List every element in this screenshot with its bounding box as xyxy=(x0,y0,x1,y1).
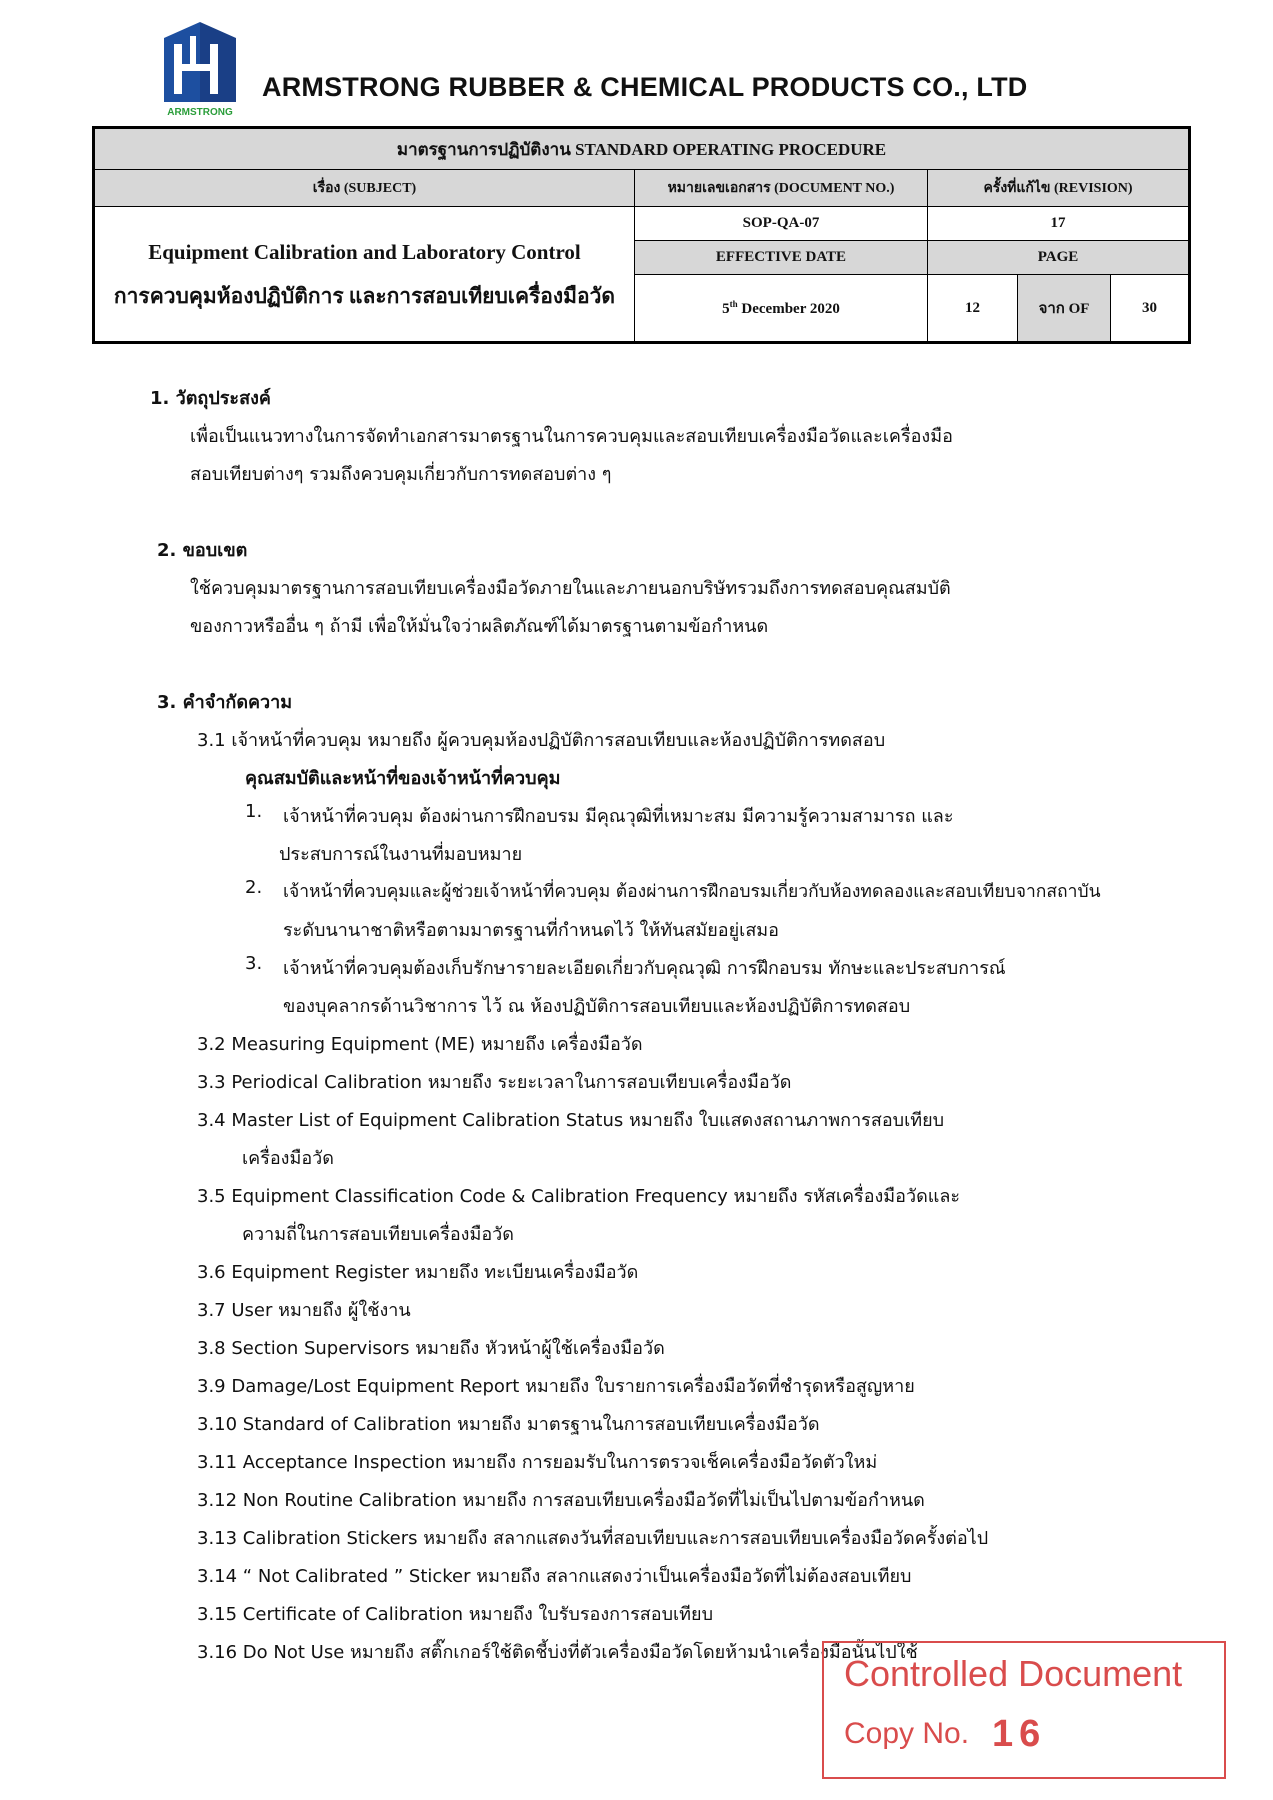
qualification-line: เจ้าหน้าที่ควบคุมและผู้ช่วยเจ้าหน้าที่ควบคุม ต้องผ่านการฝึกอบรมเกี่ยวกับห้องทดลองและสอบเทียบจากสถาบัน xyxy=(283,882,1101,902)
qualification-line: เจ้าหน้าที่ควบคุมต้องเก็บรักษารายละเอียดเกี่ยวกับคุณวุฒิ การฝึกอบรม ทักษะและประสบการณ์ xyxy=(283,958,1006,979)
page-total: 30 xyxy=(1111,275,1190,343)
definition-item: 3.13 Calibration Stickers หมายถึง สลากแสดงวันที่สอบเทียบและการสอบเทียบเครื่องมือวัดครั้งต่อไป xyxy=(197,1528,989,1549)
effective-date-label: EFFECTIVE DATE xyxy=(635,241,928,275)
definition-item: 3.9 Damage/Lost Equipment Report หมายถึง ใบรายการเครื่องมือวัดที่ชำรุดหรือสูญหาย xyxy=(197,1376,915,1397)
qualification-number: 1. xyxy=(245,801,263,822)
document-no-value: SOP-QA-07 xyxy=(635,207,928,241)
effective-date-value: 5th December 2020 xyxy=(635,275,928,343)
qualification-number: 3. xyxy=(245,953,263,974)
definition-item: ความถี่ในการสอบเทียบเครื่องมือวัด xyxy=(242,1224,514,1245)
document-no-label: หมายเลขเอกสาร (DOCUMENT NO.) xyxy=(635,170,928,207)
stamp-title: Controlled Document xyxy=(844,1653,1183,1694)
definition-item: 3.2 Measuring Equipment (ME) หมายถึง เครื่องมือวัด xyxy=(197,1034,643,1055)
section-2-line: ของกาวหรืออื่น ๆ ถ้ามี เพื่อให้มั่นใจว่าผลิตภัณฑ์ได้มาตรฐานตามข้อกำหนด xyxy=(190,616,769,637)
stamp-copy-number: 16 xyxy=(992,1713,1047,1755)
definition-item: 3.5 Equipment Classification Code & Calibration Frequency หมายถึง รหัสเครื่องมือวัดและ xyxy=(197,1186,961,1207)
qualification-line: เจ้าหน้าที่ควบคุม ต้องผ่านการฝึกอบรม มีคุณวุฒิที่เหมาะสม มีความรู้ความสามารถ และ xyxy=(283,806,954,827)
of-label: จาก OF xyxy=(1018,275,1111,343)
section-2-title: 2. ขอบเขต xyxy=(157,540,248,561)
definition-subheading: คุณสมบัติและหน้าที่ของเจ้าหน้าที่ควบคุม xyxy=(245,768,561,789)
definition-item: 3.3 Periodical Calibration หมายถึง ระยะเวลาในการสอบเทียบเครื่องมือวัด xyxy=(197,1072,792,1093)
definition-item: 3.10 Standard of Calibration หมายถึง มาตรฐานในการสอบเทียบเครื่องมือวัด xyxy=(197,1414,820,1435)
definition-item: 3.7 User หมายถึง ผู้ใช้งาน xyxy=(197,1300,411,1321)
revision-value: 17 xyxy=(928,207,1190,241)
logo-text: ARMSTRONG xyxy=(167,107,233,118)
definition-item: 3.1 เจ้าหน้าที่ควบคุม หมายถึง ผู้ควบคุมห้องปฏิบัติการสอบเทียบและห้องปฏิบัติการทดสอบ xyxy=(197,730,886,751)
qualification-number: 2. xyxy=(245,877,263,898)
section-2-line: ใช้ควบคุมมาตรฐานการสอบเทียบเครื่องมือวัดภายในและภายนอกบริษัทรวมถึงการทดสอบคุณสมบัติ xyxy=(190,578,951,599)
subject-th: การควบคุมห้องปฏิบัติการ และการสอบเทียบเครื่องมือวัด xyxy=(113,284,616,308)
controlled-document-stamp xyxy=(822,1641,1226,1779)
section-1-line: สอบเทียบต่างๆ รวมถึงควบคุมเกี่ยวกับการทดสอบต่าง ๆ xyxy=(190,464,612,485)
page-number: 12 xyxy=(928,275,1018,343)
sop-title: มาตรฐานการปฏิบัติงาน STANDARD OPERATING PROCEDURE xyxy=(94,128,1190,170)
definition-item: 3.15 Certificate of Calibration หมายถึง ใบรับรองการสอบเทียบ xyxy=(197,1604,714,1625)
subject-label: เรื่อง (SUBJECT) xyxy=(94,170,635,207)
section-1-line: เพื่อเป็นแนวทางในการจัดทำเอกสารมาตรฐานในการควบคุมและสอบเทียบเครื่องมือวัดและเครื่องมือ xyxy=(190,426,953,447)
definition-item: 3.4 Master List of Equipment Calibration Status หมายถึง ใบแสดงสถานภาพการสอบเทียบ xyxy=(197,1110,945,1131)
definition-item: 3.12 Non Routine Calibration หมายถึง การสอบเทียบเครื่องมือวัดที่ไม่เป็นไปตามข้อกำหนด xyxy=(197,1490,925,1511)
subject-en: Equipment Calibration and Laboratory Control xyxy=(148,240,581,264)
page-label: PAGE xyxy=(928,241,1190,275)
definition-item: 3.14 “ Not Calibrated ” Sticker หมายถึง สลากแสดงว่าเป็นเครื่องมือวัดที่ไม่ต้องสอบเทียบ xyxy=(197,1566,912,1587)
definition-item: 3.6 Equipment Register หมายถึง ทะเบียนเครื่องมือวัด xyxy=(197,1262,639,1283)
qualification-line: ระดับนานาชาติหรือตามมาตรฐานที่กำหนดไว้ ให้ทันสมัยอยู่เสมอ xyxy=(283,920,779,941)
qualification-line: ประสบการณ์ในงานที่มอบหมาย xyxy=(279,844,523,865)
qualification-line: ของบุคลากรด้านวิชาการ ไว้ ณ ห้องปฏิบัติการสอบเทียบและห้องปฏิบัติการทดสอบ xyxy=(283,996,911,1017)
section-3-title: 3. คำจำกัดความ xyxy=(157,692,293,713)
definition-item: 3.11 Acceptance Inspection หมายถึง การยอมรับในการตรวจเช็คเครื่องมือวัดตัวใหม่ xyxy=(197,1452,878,1473)
section-1-title: 1. วัตถุประสงค์ xyxy=(150,388,271,409)
company-name: ARMSTRONG RUBBER & CHEMICAL PRODUCTS CO., LTD xyxy=(262,72,1028,102)
definition-item: 3.8 Section Supervisors หมายถึง หัวหน้าผู้ใช้เครื่องมือวัด xyxy=(197,1338,665,1359)
definition-item: 3.16 Do Not Use หมายถึง สติ๊กเกอร์ใช้ติดชี้บ่งที่ตัวเครื่องมือวัดโดยห้ามนำเครื่องมือนั้นไปใช้ xyxy=(197,1642,918,1663)
definition-item: เครื่องมือวัด xyxy=(242,1148,334,1169)
revision-label: ครั้งที่แก้ไข (REVISION) xyxy=(928,170,1190,207)
stamp-copy-label: Copy No. xyxy=(844,1717,970,1750)
